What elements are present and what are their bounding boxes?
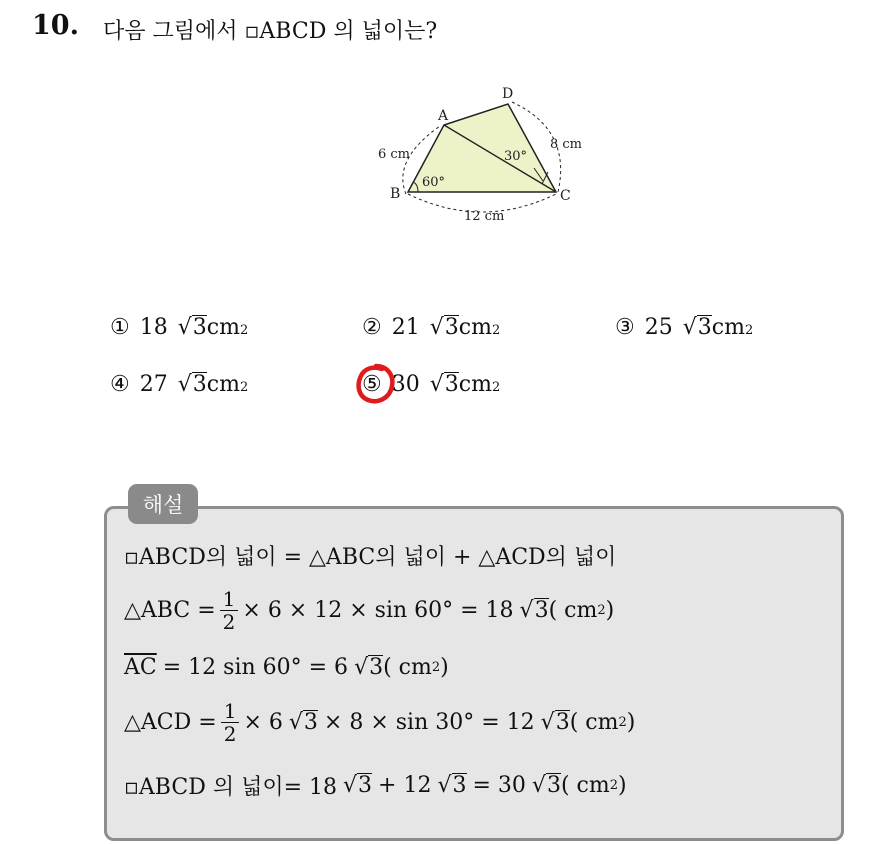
solution-line-1-text: ▫ABCD의 넓이 = △ABC의 넓이 + △ACD의 넓이 [124, 545, 617, 570]
sqrt-symbol: √ 3 [531, 773, 561, 798]
close-paren: ) [618, 773, 627, 798]
plus-term: + 12 [378, 773, 432, 798]
solution-line-4-lhs: △ACD = [124, 710, 217, 735]
choice-5-coef: 30 [391, 372, 420, 397]
choice-1-exp: 2 [239, 323, 249, 338]
fraction-denominator: 2 [222, 610, 236, 634]
solution-line-2 [124, 588, 614, 633]
choice-4-unit: cm [206, 372, 240, 397]
choice-2-exp: 2 [491, 323, 501, 338]
label-b: B [390, 186, 401, 202]
choice-2[interactable] [362, 315, 500, 340]
choice-4-exp: 2 [239, 380, 249, 395]
choice-2-sqrt: √ 3 [429, 315, 459, 340]
fraction-numerator: 1 [221, 700, 240, 723]
choice-1-coef: 18 [139, 315, 168, 340]
close-paren: ) [626, 710, 636, 735]
close-paren: ) [605, 598, 615, 623]
sqrt-symbol: √ 3 [437, 773, 467, 798]
choice-4-coef: 27 [139, 372, 168, 397]
solution-line-4-mid: × 6 [243, 710, 283, 735]
choice-3-exp: 2 [744, 323, 754, 338]
choice-5-sqrt: √ 3 [429, 372, 459, 397]
quadrilateral-figure [372, 80, 592, 230]
fraction-half [221, 700, 240, 745]
label-d: D [502, 86, 514, 102]
choice-3-unit: cm [711, 315, 745, 340]
label-angle-c: 30° [504, 149, 528, 164]
choice-3-number: ③ [615, 315, 635, 340]
solution-badge: 해설 [128, 484, 198, 524]
choice-3-sqrt: √ 3 [682, 315, 712, 340]
choice-4-sqrt: √ 3 [177, 372, 207, 397]
choice-3-coef: 25 [644, 315, 673, 340]
question-text: 다음 그림에서 ▫ABCD 의 넓이는? [103, 19, 438, 44]
choice-2-unit: cm [458, 315, 492, 340]
answer-circle-mark [352, 360, 400, 408]
sqrt-symbol: √ 3 [354, 655, 384, 680]
choice-5-number: ⑤ [362, 372, 382, 397]
solution-line-5 [124, 770, 627, 801]
equals-term: = 30 [472, 773, 526, 798]
solution-line-3 [124, 655, 449, 680]
unit: ( cm [560, 773, 610, 798]
choice-2-number: ② [362, 315, 382, 340]
choice-2-coef: 21 [391, 315, 420, 340]
fraction-half [220, 588, 239, 633]
solution-line-4-rhs: × 8 × sin 30° = 12 [323, 710, 535, 735]
unit: ( cm [569, 710, 619, 735]
unit-exponent: 2 [609, 778, 618, 793]
sqrt-symbol: √ 3 [519, 598, 549, 623]
solution-line-5-lhs: ▫ABCD 의 넓이= 18 [124, 775, 338, 800]
choice-3[interactable] [615, 315, 753, 340]
label-a: A [438, 108, 449, 124]
label-cd: 8 cm [550, 137, 583, 152]
label-ab: 6 cm [378, 147, 411, 162]
solution-line-3-rhs: = 12 sin 60° = 6 [162, 655, 349, 680]
choice-4[interactable] [110, 372, 248, 397]
choice-1-sqrt: √ 3 [177, 315, 207, 340]
unit: ( cm [548, 598, 598, 623]
solution-line-2-lhs: △ABC = [124, 598, 216, 623]
label-angle-b: 60° [422, 175, 446, 190]
choice-1[interactable] [110, 315, 248, 340]
fraction-numerator: 1 [220, 588, 239, 611]
question-number: 10. [32, 10, 79, 41]
sqrt-symbol: √ 3 [343, 773, 373, 798]
choice-1-unit: cm [206, 315, 240, 340]
sqrt-symbol: √ 3 [288, 710, 318, 735]
sqrt-symbol: √ 3 [540, 710, 570, 735]
solution-line-2-rhs: × 6 × 12 × sin 60° = 18 [242, 598, 514, 623]
choice-5-exp: 2 [491, 380, 501, 395]
close-paren: ) [440, 655, 449, 680]
unit-exponent: 2 [431, 660, 441, 675]
fraction-denominator: 2 [223, 722, 237, 746]
choice-5-unit: cm [458, 372, 492, 397]
choice-4-number: ④ [110, 372, 130, 397]
label-bc: 12 cm [464, 209, 505, 224]
solution-line-4 [124, 700, 635, 745]
unit-exponent: 2 [618, 715, 627, 730]
choice-1-number: ① [110, 315, 130, 340]
segment-ac: $\overline{AC}$ [124, 655, 157, 680]
solution-line-1 [124, 540, 616, 571]
label-c: C [560, 188, 571, 204]
unit: ( cm [383, 655, 432, 680]
unit-exponent: 2 [597, 603, 606, 618]
